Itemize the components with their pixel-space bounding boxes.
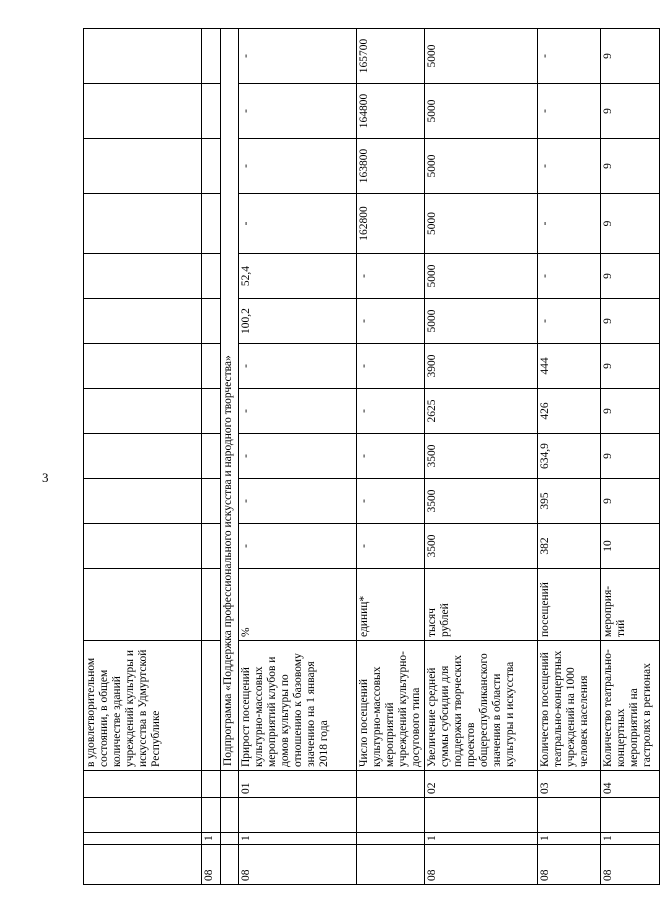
table-row-subprogram [202, 29, 221, 885]
cell-empty [202, 194, 221, 254]
cell-value: 9 [601, 84, 660, 139]
cell-empty [202, 344, 221, 389]
cell-indicator-name: Количество театрально-концертных мероприятий на гастролях в регионах [601, 641, 660, 771]
cell-value: - [357, 389, 425, 434]
cell-value: - [239, 139, 357, 194]
cell-empty [202, 434, 221, 479]
cell-value [84, 524, 202, 569]
cell-unit: % [239, 569, 357, 641]
cell-indicator-name: Число посещений культурно-массовых мероприятий учреждений культурно-досугового типа [357, 641, 425, 771]
cell-value: - [357, 254, 425, 299]
cell-value: 9 [601, 434, 660, 479]
cell-value: 52,4 [239, 254, 357, 299]
cell-value: 100,2 [239, 299, 357, 344]
cell-value [84, 344, 202, 389]
cell-value: - [538, 29, 601, 84]
cell-gp [84, 845, 202, 885]
cell-num: 04 [601, 771, 660, 798]
cell-value: 395 [538, 479, 601, 524]
cell-value: 5000 [425, 29, 538, 84]
cell-om [538, 798, 601, 833]
cell-pp [84, 833, 202, 845]
cell-indicator-name: Прирост посещений культурно-массовых мероприятий клубов и домов культуры по отношению к базовому значению на 1 января 2018 года [239, 641, 357, 771]
cell-om [425, 798, 538, 833]
cell-value: - [239, 84, 357, 139]
indicator-table [83, 28, 660, 885]
cell-indicator-name: Увеличение средней суммы субсидии для поддержки творческих проектов общереспубликанского значения в области культуры и искусства [425, 641, 538, 771]
page-number: 3 [42, 470, 49, 485]
cell-value: - [239, 389, 357, 434]
cell-unit [84, 569, 202, 641]
cell-value [84, 389, 202, 434]
cell-num [357, 771, 425, 798]
cell-indicator-name: Количество посещений театрально-концертных учреждений на 1000 человек населения [538, 641, 601, 771]
cell-value: 3900 [425, 344, 538, 389]
cell-num [84, 771, 202, 798]
cell-empty [221, 798, 239, 833]
table-row [538, 29, 601, 885]
cell-pp: 1 [202, 833, 221, 845]
cell-empty [221, 771, 239, 798]
cell-value: - [357, 434, 425, 479]
cell-value: 382 [538, 524, 601, 569]
cell-value [84, 194, 202, 254]
cell-value: - [538, 254, 601, 299]
cell-pp: 1 [239, 833, 357, 845]
cell-value: 9 [601, 479, 660, 524]
cell-value: - [538, 299, 601, 344]
cell-value: - [239, 344, 357, 389]
cell-value: - [357, 524, 425, 569]
cell-empty [202, 389, 221, 434]
cell-empty [202, 524, 221, 569]
cell-value: - [357, 344, 425, 389]
cell-om [357, 798, 425, 833]
cell-num: 03 [538, 771, 601, 798]
cell-unit: единиц* [357, 569, 425, 641]
cell-unit: тысяч рублей [425, 569, 538, 641]
cell-unit: мероприя-тий [601, 569, 660, 641]
cell-value: 9 [601, 299, 660, 344]
cell-value: 5000 [425, 84, 538, 139]
cell-empty [202, 641, 221, 771]
cell-empty [202, 84, 221, 139]
cell-value: 9 [601, 254, 660, 299]
cell-gp [357, 845, 425, 885]
cell-empty [221, 845, 239, 885]
cell-value: 426 [538, 389, 601, 434]
cell-empty [202, 254, 221, 299]
cell-value: 3500 [425, 524, 538, 569]
cell-value: 164800 [357, 84, 425, 139]
cell-value: 162800 [357, 194, 425, 254]
cell-pp: 1 [425, 833, 538, 845]
cell-value: 9 [601, 194, 660, 254]
cell-om [202, 798, 221, 833]
cell-value: 444 [538, 344, 601, 389]
cell-value [84, 139, 202, 194]
cell-value: - [239, 434, 357, 479]
cell-value [84, 434, 202, 479]
cell-value: 2625 [425, 389, 538, 434]
cell-value: - [538, 194, 601, 254]
cell-value: 9 [601, 344, 660, 389]
cell-empty [202, 139, 221, 194]
cell-value: - [239, 29, 357, 84]
cell-value [84, 254, 202, 299]
cell-unit: посещений [538, 569, 601, 641]
cell-value: - [538, 84, 601, 139]
cell-om [84, 798, 202, 833]
cell-value: - [239, 194, 357, 254]
cell-value: 10 [601, 524, 660, 569]
cell-gp: 08 [425, 845, 538, 885]
cell-om [239, 798, 357, 833]
cell-value: 5000 [425, 194, 538, 254]
cell-gp: 08 [538, 845, 601, 885]
cell-value: 5000 [425, 254, 538, 299]
cell-indicator-name: в удовлетворительном состоянии, в общем количестве зданий учреждений культуры и искусства в Удмуртской Республике [84, 641, 202, 771]
cell-empty [202, 29, 221, 84]
cell-value: 9 [601, 29, 660, 84]
cell-value [84, 299, 202, 344]
cell-empty [202, 569, 221, 641]
cell-num: 02 [425, 771, 538, 798]
cell-value: - [239, 524, 357, 569]
cell-value: - [357, 299, 425, 344]
table-row [239, 29, 357, 885]
cell-gp: 08 [202, 845, 221, 885]
cell-empty [202, 299, 221, 344]
cell-value [84, 29, 202, 84]
cell-pp: 1 [601, 833, 660, 845]
table-row [601, 29, 660, 885]
table-row-section [221, 29, 239, 885]
cell-gp: 08 [601, 845, 660, 885]
cell-value: - [239, 479, 357, 524]
indicator-table-rotated [83, 29, 653, 885]
cell-value: 165700 [357, 29, 425, 84]
cell-value: 9 [601, 139, 660, 194]
cell-value: 3500 [425, 434, 538, 479]
cell-value: 163800 [357, 139, 425, 194]
table-row [425, 29, 538, 885]
cell-pp: 1 [538, 833, 601, 845]
cell-value: 9 [601, 389, 660, 434]
cell-value [84, 84, 202, 139]
cell-om [601, 798, 660, 833]
cell-value: 634,9 [538, 434, 601, 479]
cell-value: 5000 [425, 299, 538, 344]
cell-gp: 08 [239, 845, 357, 885]
section-title: Подпрограмма «Поддержка профессионального искусства и народного творчества» [221, 29, 239, 771]
cell-value [84, 479, 202, 524]
cell-value: 5000 [425, 139, 538, 194]
cell-empty [221, 833, 239, 845]
table-row-continuation [84, 29, 202, 885]
table-row [357, 29, 425, 885]
cell-num [202, 771, 221, 798]
cell-value: - [357, 479, 425, 524]
cell-value: 3500 [425, 479, 538, 524]
cell-pp [357, 833, 425, 845]
cell-value: - [538, 139, 601, 194]
cell-empty [202, 479, 221, 524]
cell-num: 01 [239, 771, 357, 798]
